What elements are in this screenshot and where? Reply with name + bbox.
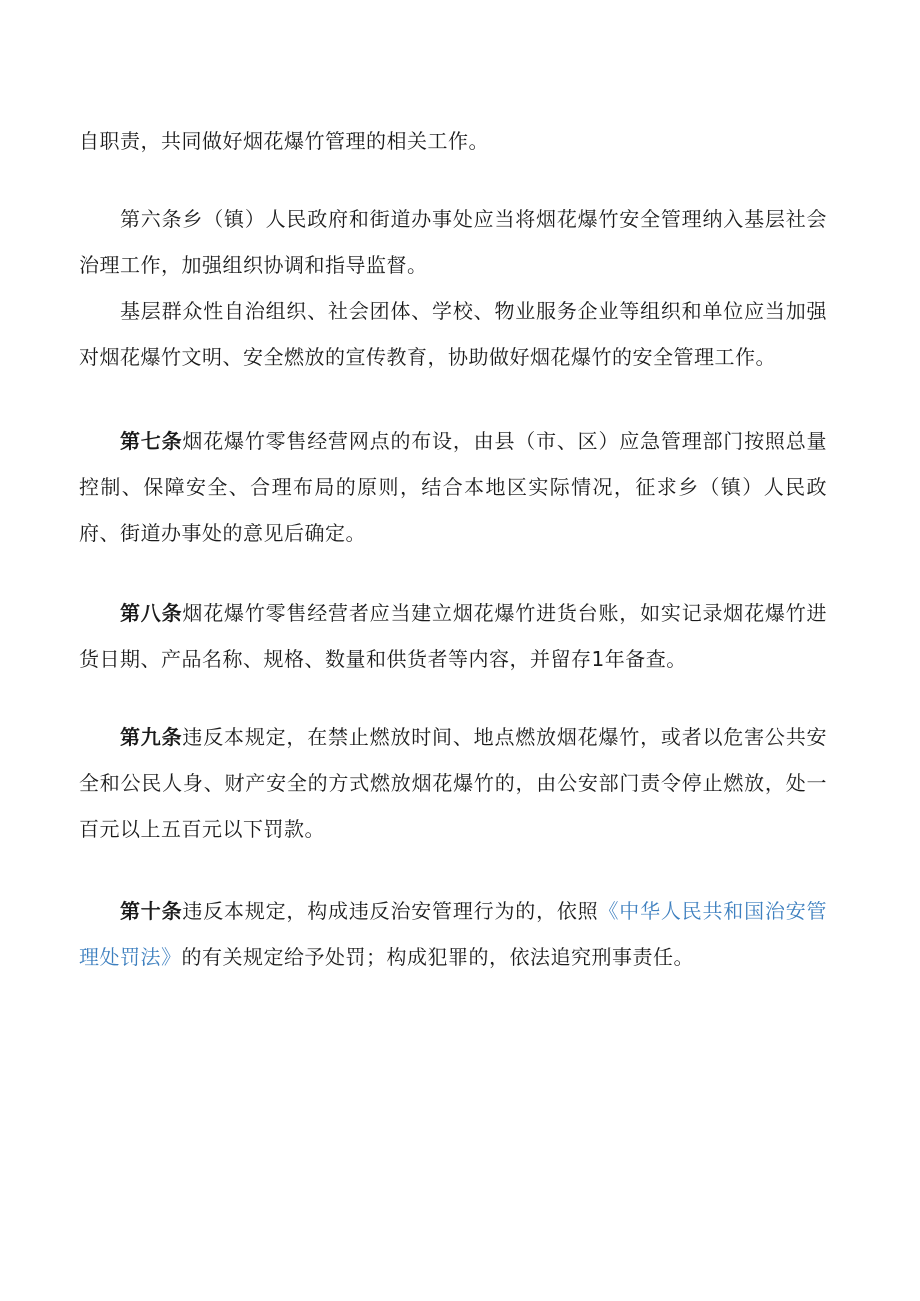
article-9-paragraph <box>79 714 827 852</box>
article-6-paragraph: 第六条乡（镇）人民政府和街道办事处应当将烟花爆竹安全管理纳入基层社会治理工作，加强组织协调和指导监督。 <box>79 207 827 277</box>
article-10-text-after: 的有关规定给予处罚；构成犯罪的，依法追究刑事责任。 <box>181 945 694 969</box>
article-10-paragraph <box>79 888 827 980</box>
article-7-text: 烟花爆竹零售经营网点的布设，由县（市、区）应急管理部门按照总量控制、保障安全、合理布局的原则，结合本地区实际情况，征求乡（镇）人民政府、街道办事处的意见后确定。 <box>79 429 828 545</box>
article-10-heading: 第十条 <box>120 899 183 923</box>
law-reference-link[interactable]: 《中华人民共和国治安管理处罚法》 <box>79 899 828 969</box>
continuation-paragraph: 自职责，共同做好烟花爆竹管理的相关工作。 <box>79 129 489 153</box>
article-8-heading: 第八条 <box>120 601 183 625</box>
article-8-paragraph <box>79 590 827 682</box>
article-6-second-paragraph: 基层群众性自治组织、社会团体、学校、物业服务企业等组织和单位应当加强对烟花爆竹文明、安全燃放的宣传教育，协助做好烟花爆竹的安全管理工作。 <box>79 299 827 369</box>
article-9-heading: 第九条 <box>120 725 183 749</box>
article-9-text: 违反本规定，在禁止燃放时间、地点燃放烟花爆竹，或者以危害公共安全和公民人身、财产安全的方式燃放烟花爆竹的，由公安部门责令停止燃放，处一百元以上五百元以下罚款。 <box>79 725 828 841</box>
article-8-text: 烟花爆竹零售经营者应当建立烟花爆竹进货台账，如实记录烟花爆竹进货日期、产品名称、规格、数量和供货者等内容，并留存1年备查。 <box>79 601 828 671</box>
article-10-text-before: 违反本规定，构成违反治安管理行为的，依照 <box>182 899 599 923</box>
article-7-paragraph <box>79 418 827 556</box>
article-7-heading: 第七条 <box>120 429 183 453</box>
